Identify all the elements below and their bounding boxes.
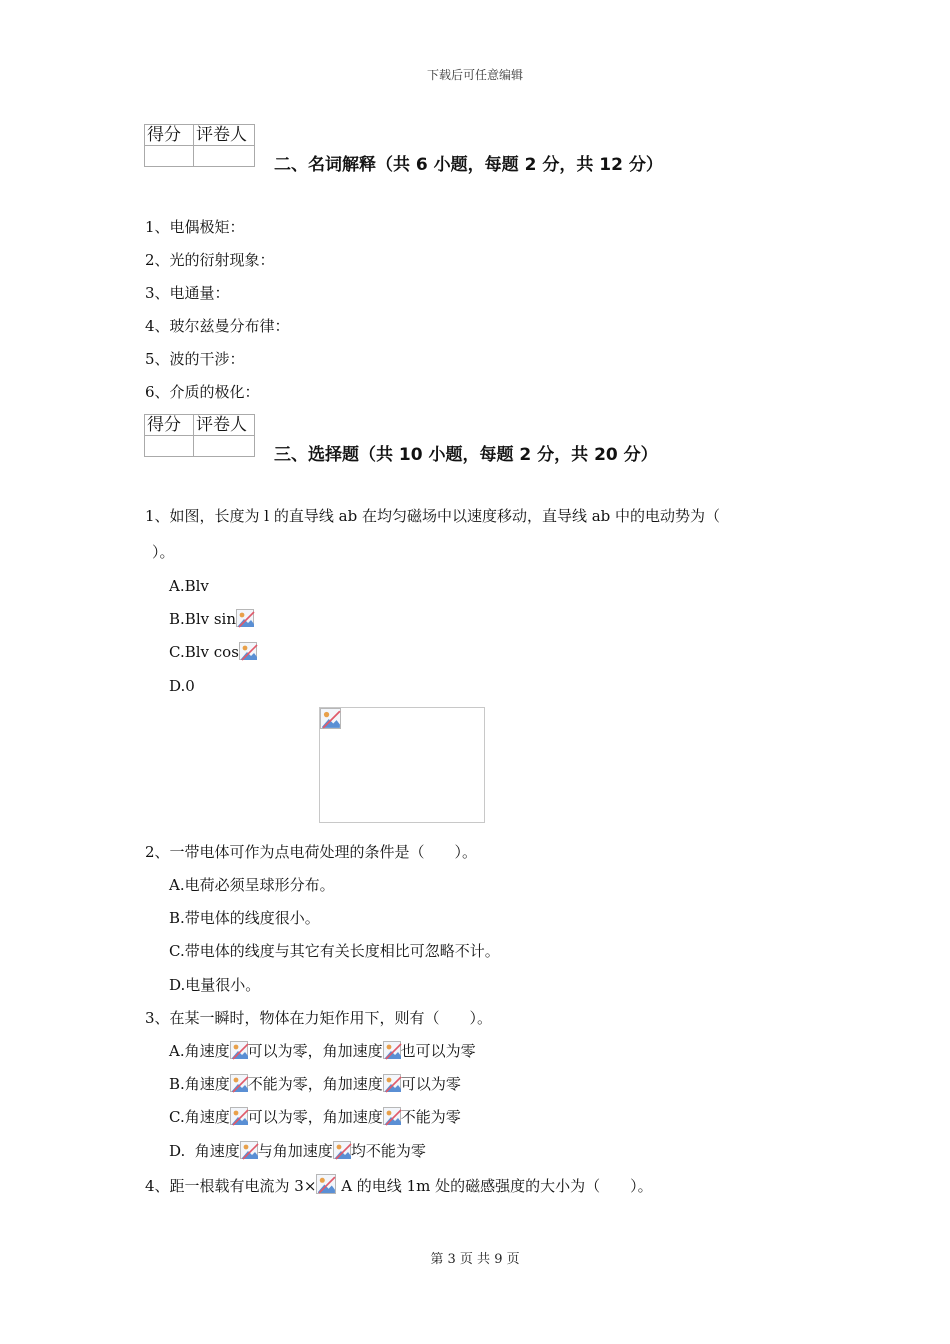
score-table bbox=[144, 124, 255, 167]
option-c bbox=[169, 1107, 461, 1127]
broken-image-icon bbox=[320, 708, 341, 729]
broken-image-icon bbox=[316, 1174, 336, 1194]
grader-label: 评卷人 bbox=[194, 125, 255, 146]
option-text: A.角速度 bbox=[169, 1042, 230, 1060]
grader-label: 评卷人 bbox=[194, 415, 255, 436]
grader-cell bbox=[194, 146, 255, 167]
question-1-stem: 1、如图，长度为 l 的直导线 ab 在均匀磁场中以速度移动，直导线 ab 中的电动势为（ bbox=[145, 507, 721, 525]
section-2-title: 二、名词解释（共 6 小题，每题 2 分，共 12 分） bbox=[274, 155, 663, 175]
score-cell bbox=[145, 146, 194, 167]
question-1-stem-end: ）。 bbox=[152, 543, 175, 561]
option-text: 不能为零 bbox=[400, 1108, 461, 1126]
term-item: 5、波的干涉： bbox=[145, 350, 245, 368]
page-header: 下载后可任意编辑 bbox=[426, 68, 523, 82]
option-b-text: B.Blv sin bbox=[169, 610, 237, 628]
score-label: 得分 bbox=[145, 415, 194, 436]
broken-image-icon bbox=[383, 1074, 401, 1092]
option-text: D. 角速度 bbox=[169, 1142, 240, 1160]
option-text: 不能为零，角加速度 bbox=[247, 1075, 383, 1093]
option-c: C.带电体的线度与其它有关长度相比可忽略不计。 bbox=[169, 942, 500, 960]
grader-cell bbox=[194, 436, 255, 457]
option-text: B.角速度 bbox=[169, 1075, 230, 1093]
broken-image-icon bbox=[230, 1041, 248, 1059]
option-text: C.角速度 bbox=[169, 1108, 230, 1126]
section-3-title: 三、选择题（共 10 小题，每题 2 分，共 20 分） bbox=[274, 445, 658, 465]
score-table bbox=[144, 414, 255, 457]
broken-image-icon bbox=[383, 1107, 401, 1125]
option-text: 均不能为零 bbox=[350, 1142, 426, 1160]
option-d: D.电量很小。 bbox=[169, 976, 261, 994]
broken-image-icon bbox=[230, 1074, 248, 1092]
broken-image-icon bbox=[383, 1041, 401, 1059]
option-text: 可以为零，角加速度 bbox=[247, 1042, 383, 1060]
score-label: 得分 bbox=[145, 125, 194, 146]
question-text: 4、距一根载有电流为 3× bbox=[145, 1177, 317, 1195]
option-text: 也可以为零 bbox=[400, 1042, 476, 1060]
option-b: B.带电体的线度很小。 bbox=[169, 909, 320, 927]
page-footer: 第 3 页 共 9 页 bbox=[430, 1252, 520, 1267]
question-3-stem: 3、在某一瞬时，物体在力矩作用下，则有（ ）。 bbox=[145, 1009, 493, 1027]
option-a bbox=[169, 1041, 476, 1061]
broken-image-icon bbox=[230, 1107, 248, 1125]
broken-image-icon bbox=[236, 609, 254, 627]
option-text: 可以为零 bbox=[400, 1075, 461, 1093]
term-item: 2、光的衍射现象： bbox=[145, 251, 275, 269]
term-item: 4、玻尔兹曼分布律： bbox=[145, 317, 290, 335]
question-4-stem bbox=[145, 1174, 653, 1196]
question-2-stem: 2、一带电体可作为点电荷处理的条件是（ ）。 bbox=[145, 843, 478, 861]
option-c-text: C.Blv cos bbox=[169, 643, 239, 661]
option-d: D.0 bbox=[169, 677, 195, 695]
figure-placeholder bbox=[319, 707, 485, 823]
broken-image-icon bbox=[333, 1141, 351, 1159]
option-d bbox=[169, 1141, 426, 1161]
score-cell bbox=[145, 436, 194, 457]
term-item: 1、电偶极矩： bbox=[145, 218, 245, 236]
option-a: A.电荷必须呈球形分布。 bbox=[169, 876, 335, 894]
term-item: 6、介质的极化： bbox=[145, 383, 260, 401]
question-text: A 的电线 1m 处的磁感强度的大小为（ ）。 bbox=[336, 1177, 653, 1195]
option-b bbox=[169, 1074, 461, 1094]
option-b bbox=[169, 609, 254, 629]
option-a: A.Blv bbox=[169, 577, 209, 595]
option-text: 与角加速度 bbox=[257, 1142, 333, 1160]
option-c bbox=[169, 642, 257, 662]
term-item: 3、电通量： bbox=[145, 284, 230, 302]
option-text: 可以为零，角加速度 bbox=[247, 1108, 383, 1126]
broken-image-icon bbox=[240, 1141, 258, 1159]
broken-image-icon bbox=[239, 642, 257, 660]
